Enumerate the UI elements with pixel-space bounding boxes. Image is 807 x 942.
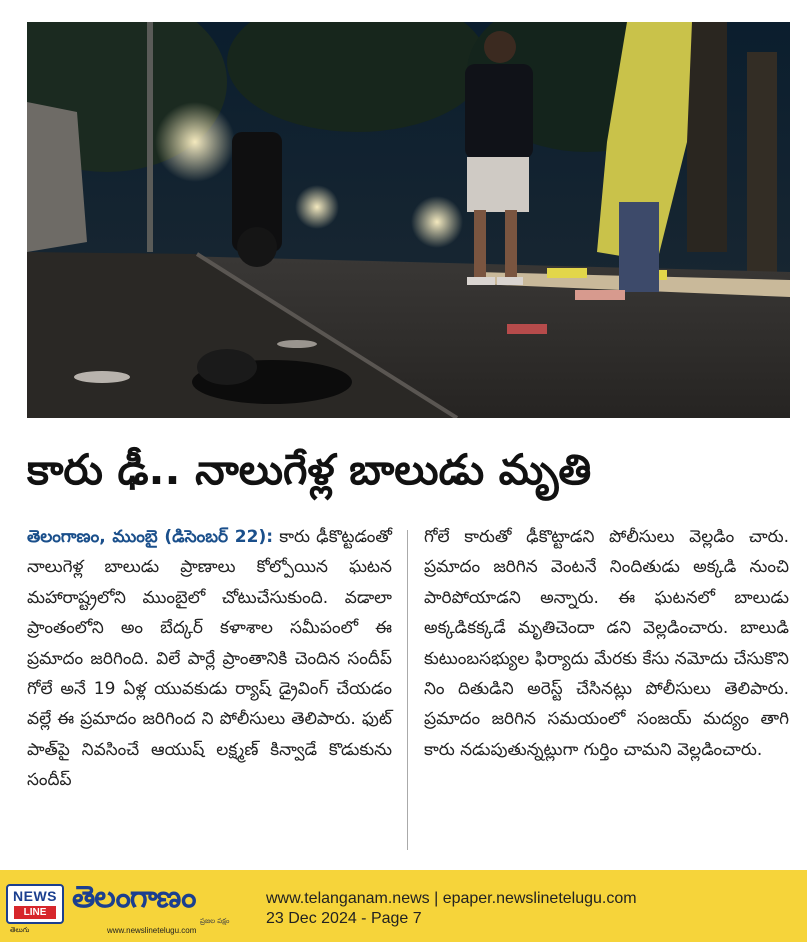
logo-news-text: NEWS [13,888,57,904]
logo-line-text: LINE [14,906,56,919]
dateline: తెలంగాణం, ముంబై (డిసెంబర్ 22): [27,527,274,547]
logo-tagline: ప్రజల పక్షం [200,917,230,925]
footer-date-page: 23 Dec 2024 - Page 7 [266,910,422,927]
article-column-1 [27,522,407,862]
news-photo [27,22,790,418]
footer-bar [0,870,807,942]
accident-scene-photo [27,22,790,418]
article-text-column-1: కారు ఢీకొట్టడంతో నాలుగెళ్ల బాలుడు ప్రాణాలు కోల్పోయిన ఘటన మహారాష్ట్రలోని ముంబైలో చోటుచేసుకుంది. వడాలా ప్రాంతంలోని అం బేద్కర్ కళాశాల సమీపంలో ఈ ప్రమాదం జరిగింది. విలే పార్లే ప్రాంతానికి చెందిన సందీప్ గోలే అనే 19 ఏళ్ల యువకుడు ర్యాష్ డ్రైవింగ్ చేయడం వల్లే ఈ ప్రమాదం జరిగింద ని పోలీసులు తెలిపారు. ఫుట్ పాత్‌పై నివసించే ఆయుష్ లక్ష్మణ్ కిన్వాడే కొడుకును సందీప్ [27,527,392,791]
headline: కారు ఢీ.. నాలుగేళ్ల బాలుడు మృతి [27,445,592,494]
telanganam-logo[interactable]: తెలంగాణం [72,880,196,915]
article-text-column-2: గోలే కారుతో ఢీకొట్టాడని పోలీసులు వెల్లడిం చారు. ప్రమాదం జరిగిన వెంటనే నిందితుడు అక్కడి నుంచి పారిపోయాడని అన్నారు. ఈ ఘటనలో బాలుడు అక్కడికక్కడే మృతిచెందా డని వెల్లడించారు. బాలుడి కుటుంబసభ్యుల ఫిర్యాదు మేరకు కేసు నమోదు చేసుకొని నిం దితుడిని అరెస్ట్ చేసినట్లు పోలీసులు తెలిపారు. ప్రమాదం జరిగిన సమయంలో సంజయ్ మద్యం తాగి కారు నడుపుతున్నట్లుగా గుర్తిం చామని వెల్లడించారు. [424,527,789,760]
logo-telugu-label: తెలుగు [10,927,30,934]
article-body [27,522,789,862]
logo-url: www.newslinetelugu.com [107,926,197,935]
newsline-logo[interactable] [6,884,64,924]
article-column-2 [408,522,789,862]
footer-links[interactable]: www.telanganam.news | epaper.newslinetelugu.com [266,890,637,907]
